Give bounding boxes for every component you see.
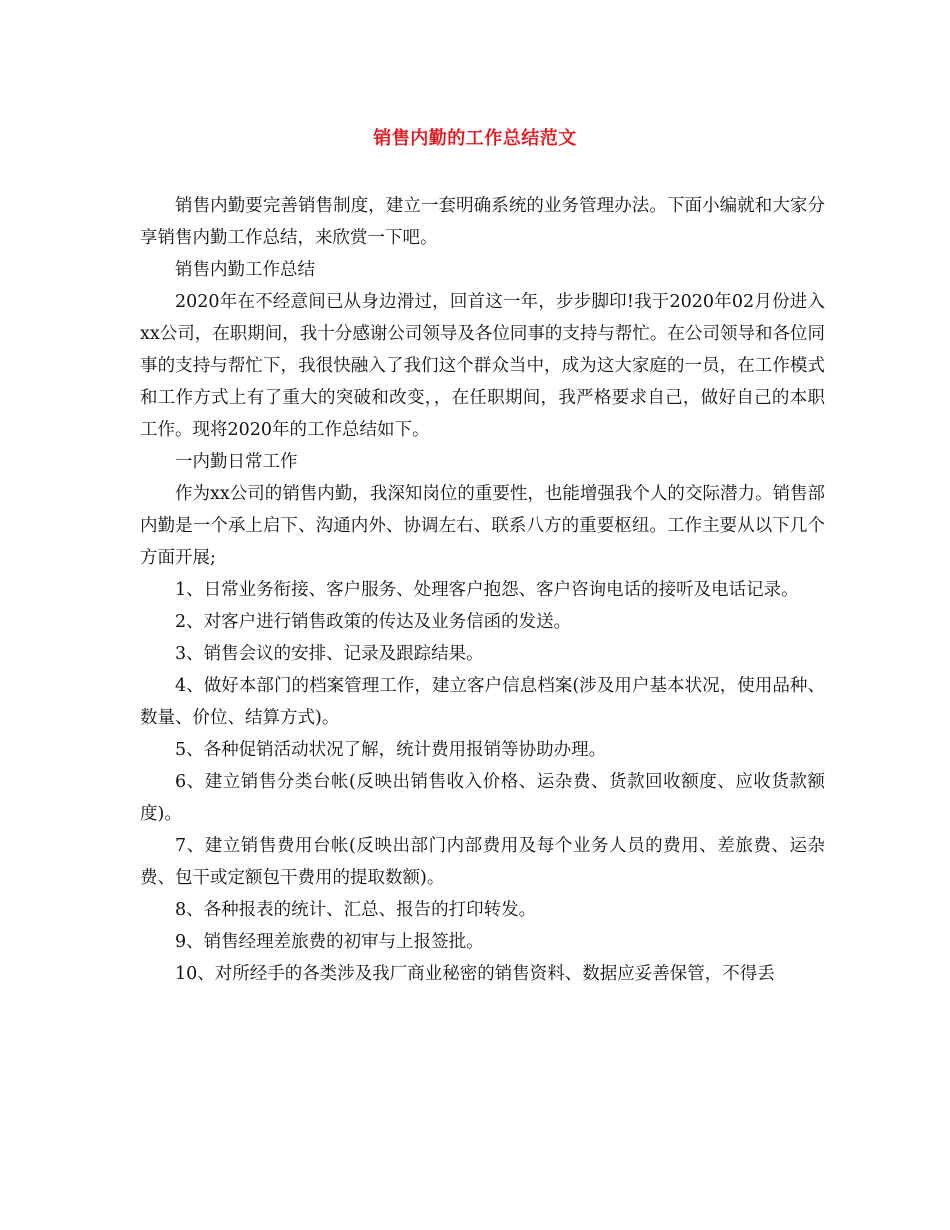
list-item: 6、建立销售分类台帐(反映出销售收入价格、运杂费、货款回收额度、应收货款额度)。 <box>140 772 825 824</box>
document-title: 销售内勤的工作总结范文 <box>373 128 577 149</box>
list-item: 9、销售经理差旅费的初审与上报签批。 <box>175 932 484 952</box>
list-item: 10、对所经手的各类涉及我厂商业秘密的销售资料、数据应妥善保管，不得丢 <box>175 964 775 984</box>
list-item: 4、做好本部门的档案管理工作，建立客户信息档案(涉及用户基本状况，使用品种、数量、价位、结算方式)。 <box>140 676 825 728</box>
list-item: 7、建立销售费用台帐(反映出部门内部费用及每个业务人员的费用、差旅费、运杂费、包干或定额包干费用的提取数额)。 <box>140 836 825 888</box>
list-item: 2、对客户进行销售政策的传达及业务信函的发送。 <box>175 612 572 632</box>
list-item: 1、日常业务衔接、客户服务、处理客户抱怨、客户咨询电话的接听及电话记录。 <box>175 580 799 600</box>
paragraph: 作为xx公司的销售内勤，我深知岗位的重要性，也能增强我个人的交际潜力。销售部内勤是一个承上启下、沟通内外、协调左右、联系八方的重要枢纽。工作主要从以下几个方面开展; <box>140 484 825 568</box>
paragraph: 销售内勤要完善销售制度，建立一套明确系统的业务管理办法。下面小编就和大家分享销售内勤工作总结，来欣赏一下吧。 <box>140 196 825 248</box>
list-item: 8、各种报表的统计、汇总、报告的打印转发。 <box>175 900 537 920</box>
paragraph: 2020年在不经意间已从身边滑过，回首这一年，步步脚印!我于2020年02月份进入xx公司，在职期间，我十分感谢公司领导及各位同事的支持与帮忙。在公司领导和各位同事的支持与帮忙下，我很快融入了我们这个群众当中，成为这大家庭的一员，在工作模式和工作方式上有了重大的突破和改变，，在任职期间，我严格要求自己，做好自己的本职工作。现将2020年的工作总结如下。 <box>140 292 825 440</box>
section-heading: 销售内勤工作总结 <box>175 260 315 280</box>
list-item: 3、销售会议的安排、记录及跟踪结果。 <box>175 644 484 664</box>
section-heading: 一内勤日常工作 <box>175 452 298 472</box>
list-item: 5、各种促销活动状况了解，统计费用报销等协助办理。 <box>175 740 607 760</box>
document-body <box>140 190 825 990</box>
